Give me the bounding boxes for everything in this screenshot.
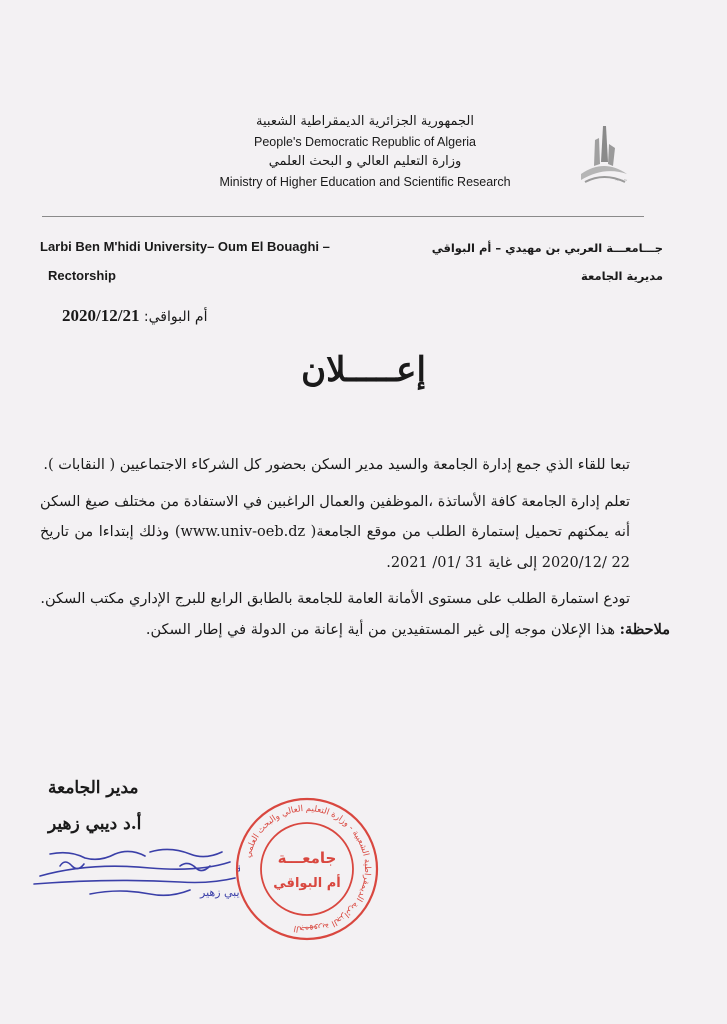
university-stamp xyxy=(233,795,381,943)
republic-name-en: People's Democratic Republic of Algeria xyxy=(254,135,476,149)
svg-text:أ.د : ديبي زهير: يبي زهير xyxy=(200,886,240,899)
svg-text:جامعـــة: جامعـــة xyxy=(277,849,337,867)
svg-text:مدير الجامعة بالنيابة: ة xyxy=(235,861,240,876)
announcement-title: إعـــــلان xyxy=(301,350,426,390)
republic-name-ar: الجمهورية الجزائرية الديمقراطية الشعبية xyxy=(256,114,474,129)
date-place: أم البواقي: xyxy=(143,309,208,325)
university-block-ar xyxy=(432,234,663,290)
announcement-body xyxy=(40,450,670,645)
university-block-en xyxy=(40,232,330,290)
svg-text:~~~: ~~~ xyxy=(615,178,628,184)
header-divider xyxy=(42,216,644,217)
paragraph-3: تودع استمارة الطلب على مستوى الأمانة العامة للجامعة بالطابق الرابع للبرج الإداري مكتب السكن. xyxy=(40,591,630,607)
ministry-header xyxy=(190,112,540,192)
date-value: 2020/12/21 xyxy=(62,306,140,325)
signatory-name: أ.د ديبي زهير xyxy=(48,814,142,834)
rectorship-label-ar: مديرية الجامعة xyxy=(581,269,663,283)
signatory-title: مدير الجامعة xyxy=(48,778,139,798)
ministry-name-ar: وزارة التعليم العالي و البحث العلمي xyxy=(268,154,462,169)
university-name-en: Larbi Ben M'hidi University– Oum El Bouaghi – xyxy=(40,239,330,254)
rectorship-label-en: Rectorship xyxy=(48,268,116,283)
svg-text:أم البواقي: أم البواقي xyxy=(273,876,341,891)
ministry-name-en: Ministry of Higher Education and Scientific Research xyxy=(219,175,511,189)
university-name-ar: جـــامعـــة العربي بن مهيدي – أم البواقي xyxy=(431,241,663,255)
note-label: ملاحظة: xyxy=(619,620,670,638)
ministry-logo xyxy=(575,122,633,192)
paragraph-1: تبعا للقاء الذي جمع إدارة الجامعة والسيد مدير السكن بحضور كل الشركاء الاجتماعيين ( النقابات ). xyxy=(43,457,630,473)
svg-text:الجمهورية الجزائرية الديمقراطي: الجمهورية الجزائرية الديمقراطية الشعبية - وزارة التعليم العالي والبحث العلمي xyxy=(243,803,373,935)
note-paragraph xyxy=(40,615,670,646)
handwritten-signature xyxy=(30,832,240,902)
document-date xyxy=(62,306,208,326)
paragraph-2: تعلم إدارة الجامعة كافة الأساتذة ،الموظفين والعمال الراغبين في الاستفادة من مختلف صيغ السكن أنه يمكنهم تحميل إستمارة الطلب من موقع الجامعة( www.univ-oeb.dz) وذلك إبتداءا من تاريخ 22 /2020/12 إلى غاية 31 /01/ 2021. xyxy=(40,493,630,571)
note-text: هذا الإعلان موجه إلى غير المستفيدين من أية إعانة من الدولة في إطار السكن. xyxy=(145,621,615,638)
